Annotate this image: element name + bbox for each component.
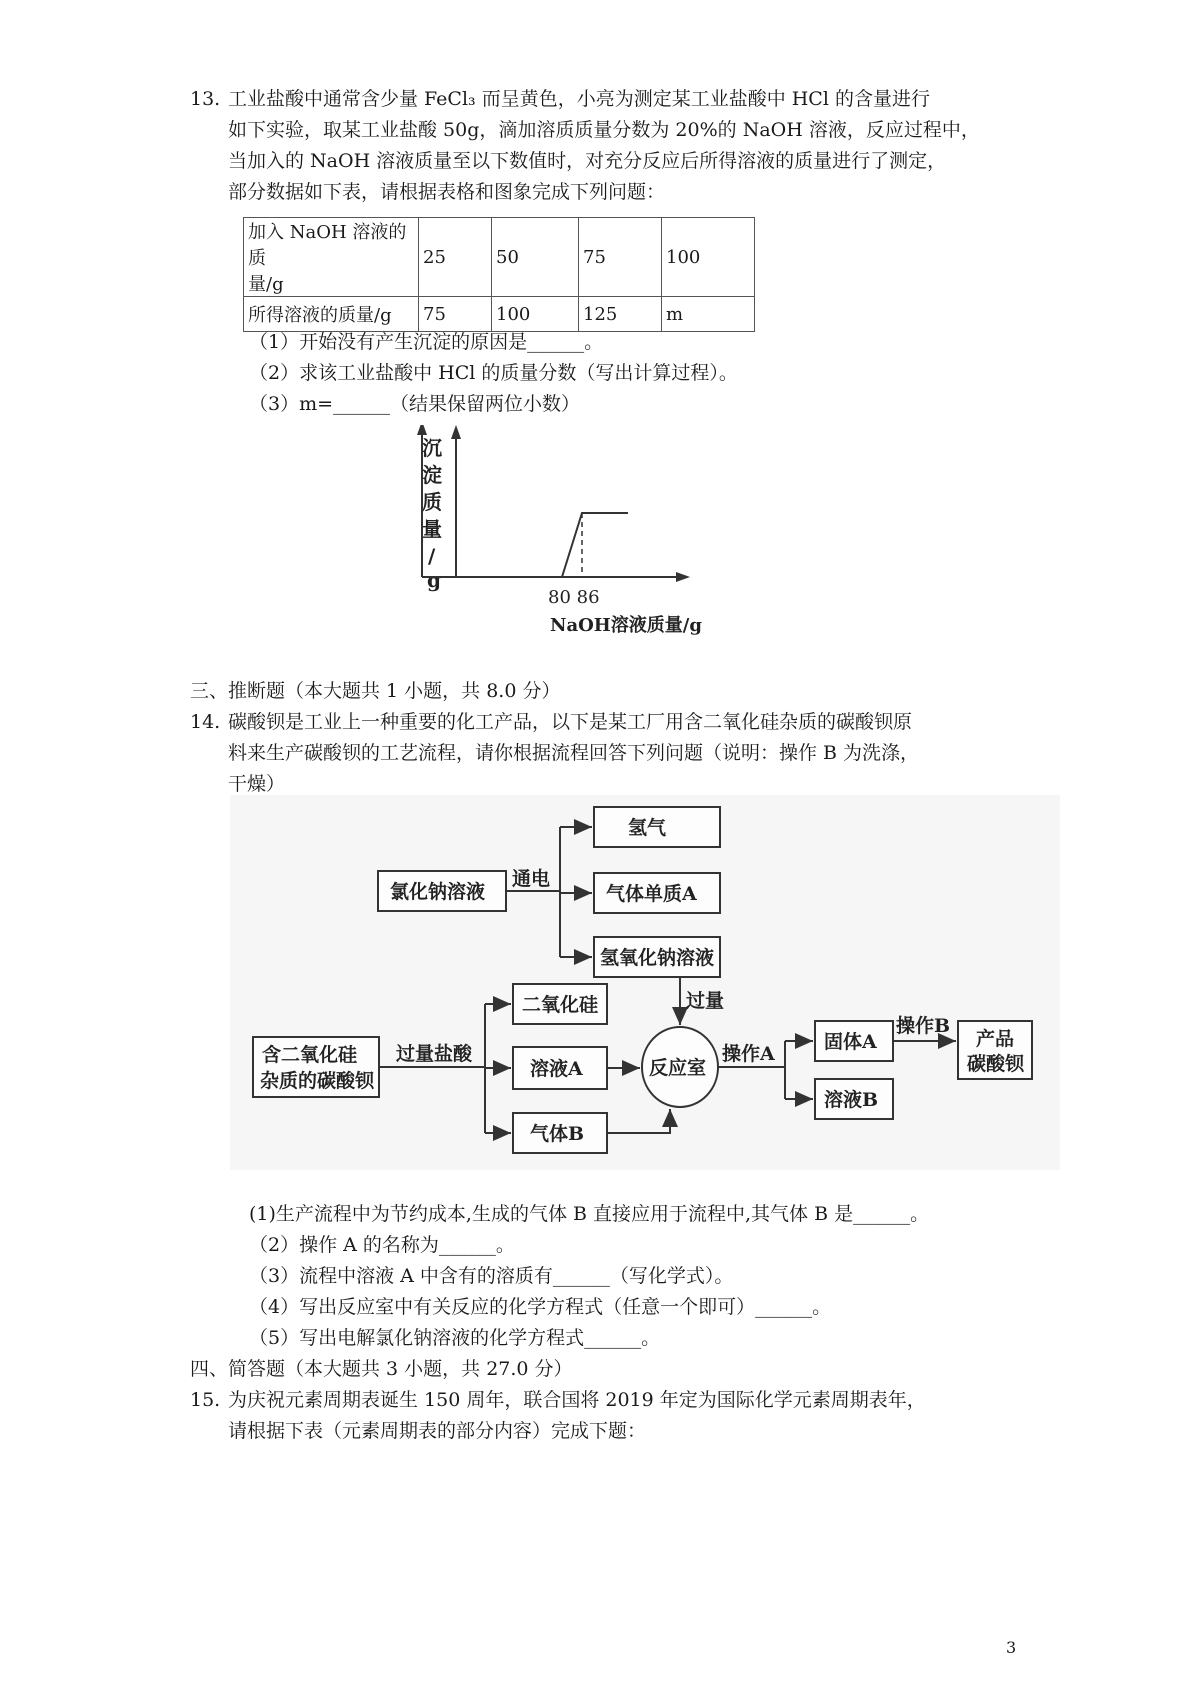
q14-sub-4: （4）写出反应室中有关反应的化学方程式（任意一个即可）______。 [249,1296,832,1318]
ylabel-char: g [427,568,441,592]
q14-sub-5: （5）写出电解氯化钠溶液的化学方程式______。 [249,1327,661,1349]
naoh-label: 氢氧化钠溶液 [600,947,715,969]
table-row-label [244,218,419,297]
table-cell: 125 [579,297,662,332]
q14-line-1: 碳酸钡是工业上一种重要的化工产品，以下是某工厂用含二氧化硅杂质的碳酸钡原 [228,711,913,733]
process-flow-diagram [230,795,1060,1170]
gas-b-label: 气体B [530,1123,585,1145]
product-label-2: 碳酸钡 [967,1053,1025,1075]
q13-line-2: 如下实验，取某工业盐酸 50g，滴加溶质质量分数为 20%的 NaOH 溶液，反应过程中， [228,119,980,141]
q14-sub-3: （3）流程中溶液 A 中含有的溶质有______（写化学式）。 [249,1265,734,1287]
table-cell: m [662,297,755,332]
table-row-label: 所得溶液的质量/g [244,297,419,332]
table-cell: 75 [579,218,662,297]
q13-line-1: 工业盐酸中通常含少量 FeCl₃ 而呈黄色，小亮为测定某工业盐酸中 HCl 的含量进行 [228,88,930,110]
x-axis-label: NaOH溶液质量/g [550,615,702,636]
electrolysis-label: 通电 [512,868,551,890]
reactor-label: 反应室 [649,1057,707,1079]
q14-sub-1: (1)生产流程中为节约成本,生成的气体 B 直接应用于流程中,其气体 B 是______。 [249,1203,930,1225]
ylabel-char: 沉 [422,436,442,460]
gas-a-label: 气体单质A [606,883,697,905]
q15-line-1: 为庆祝元素周期表诞生 150 周年，联合国将 2019 年定为国际化学元素周期表年， [228,1389,926,1411]
excess-label: 过量 [686,990,725,1012]
raw-material-label-2: 杂质的碳酸钡 [260,1070,375,1092]
q13-data-table [243,217,755,332]
product-label-1: 产品 [976,1028,1015,1050]
excess-hcl-label: 过量盐酸 [396,1043,473,1065]
table-cell: 100 [662,218,755,297]
q13-line-4: 部分数据如下表，请根据表格和图象完成下列问题： [228,181,666,203]
hydrogen-label: 氢气 [628,817,667,839]
table-cell: 75 [419,297,492,332]
q13-sub-2: （2）求该工业盐酸中 HCl 的质量分数（写出计算过程）。 [249,362,738,384]
q13-sub-1: （1）开始没有产生沉淀的原因是______。 [249,331,604,353]
page-number: 3 [1006,1638,1017,1657]
question-14-number: 14. [190,711,221,733]
section-4-heading: 四、简答题（本大题共 3 小题，共 27.0 分） [190,1358,573,1380]
q14-line-3: 干燥） [228,773,286,795]
q15-line-2: 请根据下表（元素周期表的部分内容）完成下题： [228,1420,647,1442]
y-axis-arrow [451,425,461,439]
ylabel-char: 量 [422,517,442,541]
x-axis-arrow [676,572,690,582]
y-axis-arrow-head [417,425,427,435]
ylabel-char: / [428,544,436,568]
op-b-label: 操作B [896,1015,951,1037]
question-13-number: 13. [190,88,221,110]
question-15-number: 15. [190,1389,221,1411]
nacl-label: 氯化钠溶液 [390,881,486,903]
q14-sub-2: （2）操作 A 的名称为______。 [249,1234,515,1256]
table-cell: 25 [419,218,492,297]
raw-material-label-1: 含二氧化硅 [262,1044,358,1066]
ylabel-char: 质 [422,490,442,514]
solution-a-label: 溶液A [530,1058,583,1080]
table-cell: 50 [492,218,579,297]
q14-line-2: 料来生产碳酸钡的工艺流程，请你根据流程回答下列问题（说明：操作 B 为洗涤， [228,742,920,764]
solution-b-label: 溶液B [824,1089,879,1111]
precipitate-graph [410,425,770,695]
table-label-line-1: 加入 NaOH 溶液的质 [248,222,407,269]
table-cell: 100 [492,297,579,332]
table-label-line-2: 量/g [248,274,284,295]
op-a-label: 操作A [722,1043,775,1065]
q13-line-3: 当加入的 NaOH 溶液质量至以下数值时，对充分反应后所得溶液的质量进行了测定， [228,150,947,172]
q13-sub-3: （3）m=______（结果保留两位小数） [249,393,581,415]
tick-label-80-86: 80 86 [548,587,600,608]
section-3-heading: 三、推断题（本大题共 1 小题，共 8.0 分） [190,680,561,702]
sio2-label: 二氧化硅 [522,994,599,1016]
solid-a-label: 固体A [824,1031,877,1053]
ylabel-char: 淀 [422,463,442,487]
precipitate-curve [562,513,628,577]
